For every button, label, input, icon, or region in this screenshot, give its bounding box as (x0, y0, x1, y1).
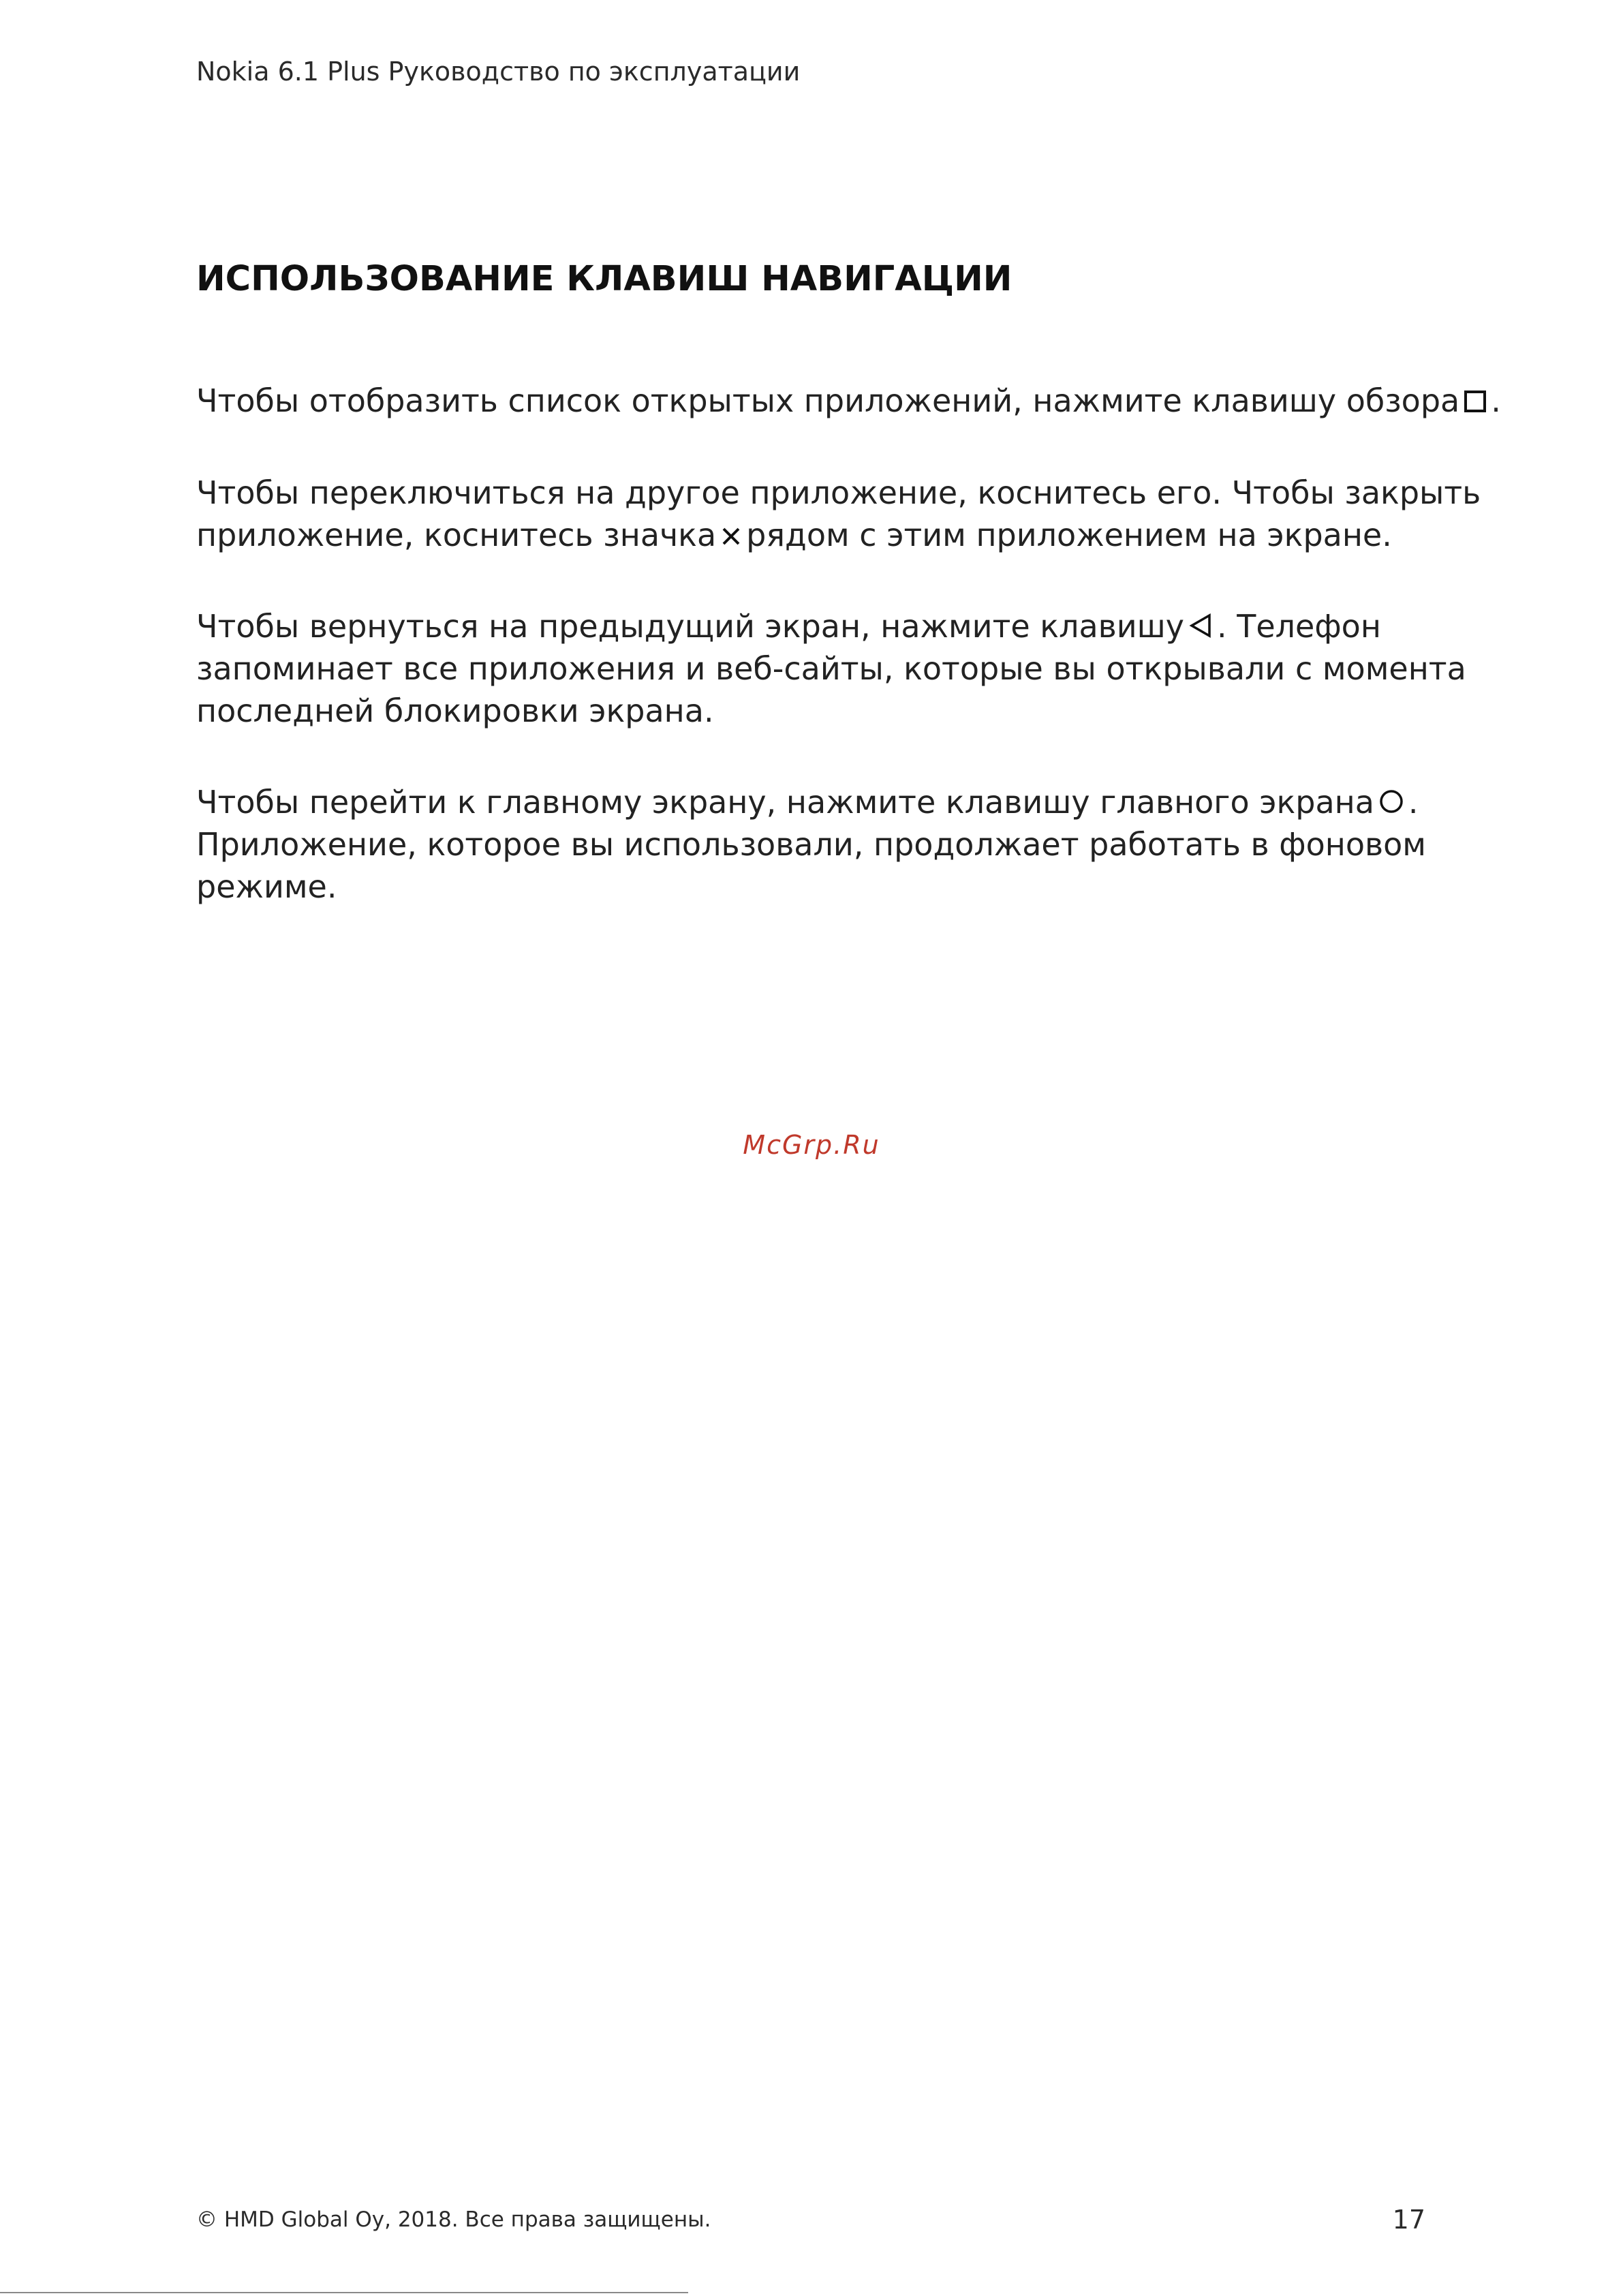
paragraph-switch-app (196, 472, 1481, 556)
back-triangle-icon (1188, 613, 1213, 639)
line-text: приложение, коснитесь значка (196, 517, 717, 553)
paragraph-home (196, 781, 1464, 908)
footer-copyright: © HMD Global Oy, 2018. Все права защищены. (196, 2207, 711, 2232)
paragraph-line (196, 781, 1464, 823)
close-x-icon (720, 525, 742, 547)
line-text: Чтобы отобразить список открытых приложений, нажмите клавишу обзора (196, 382, 1460, 419)
paragraph-overview (196, 380, 1501, 422)
line-text: Чтобы перейти к главному экрану, нажмите клавишу главного экрана (196, 784, 1374, 821)
home-circle-icon (1378, 789, 1404, 814)
overview-square-icon (1464, 390, 1487, 413)
paragraph-line (196, 605, 1464, 647)
paragraph-line (196, 514, 1464, 556)
paragraph-line (196, 380, 1501, 422)
bottom-divider (0, 2292, 688, 2293)
line-text: рядом с этим приложением на экране. (746, 517, 1392, 553)
watermark-link[interactable]: McGrp.Ru (743, 1130, 880, 1160)
line-text: . Телефон (1217, 608, 1381, 645)
paragraph-line: запоминает все приложения и веб-сайты, которые вы открывали с момента (196, 650, 1466, 687)
paragraph-line: Приложение, которое вы использовали, продолжает работать в фоновом (196, 826, 1426, 863)
line-text: . (1408, 784, 1419, 821)
line-text: Чтобы вернуться на предыдущий экран, нажмите клавишу (196, 608, 1184, 645)
line-text: . (1491, 382, 1501, 419)
page-header-title: Nokia 6.1 Plus Руководство по эксплуатации (196, 57, 801, 87)
paragraph-line: режиме. (196, 868, 337, 905)
paragraph-line: последней блокировки экрана. (196, 692, 714, 729)
section-heading: ИСПОЛЬЗОВАНИЕ КЛАВИШ НАВИГАЦИИ (196, 259, 1013, 299)
page-number: 17 (1392, 2205, 1425, 2235)
paragraph-back (196, 605, 1464, 732)
paragraph-line: Чтобы переключиться на другое приложение, коснитесь его. Чтобы закрыть (196, 474, 1481, 511)
